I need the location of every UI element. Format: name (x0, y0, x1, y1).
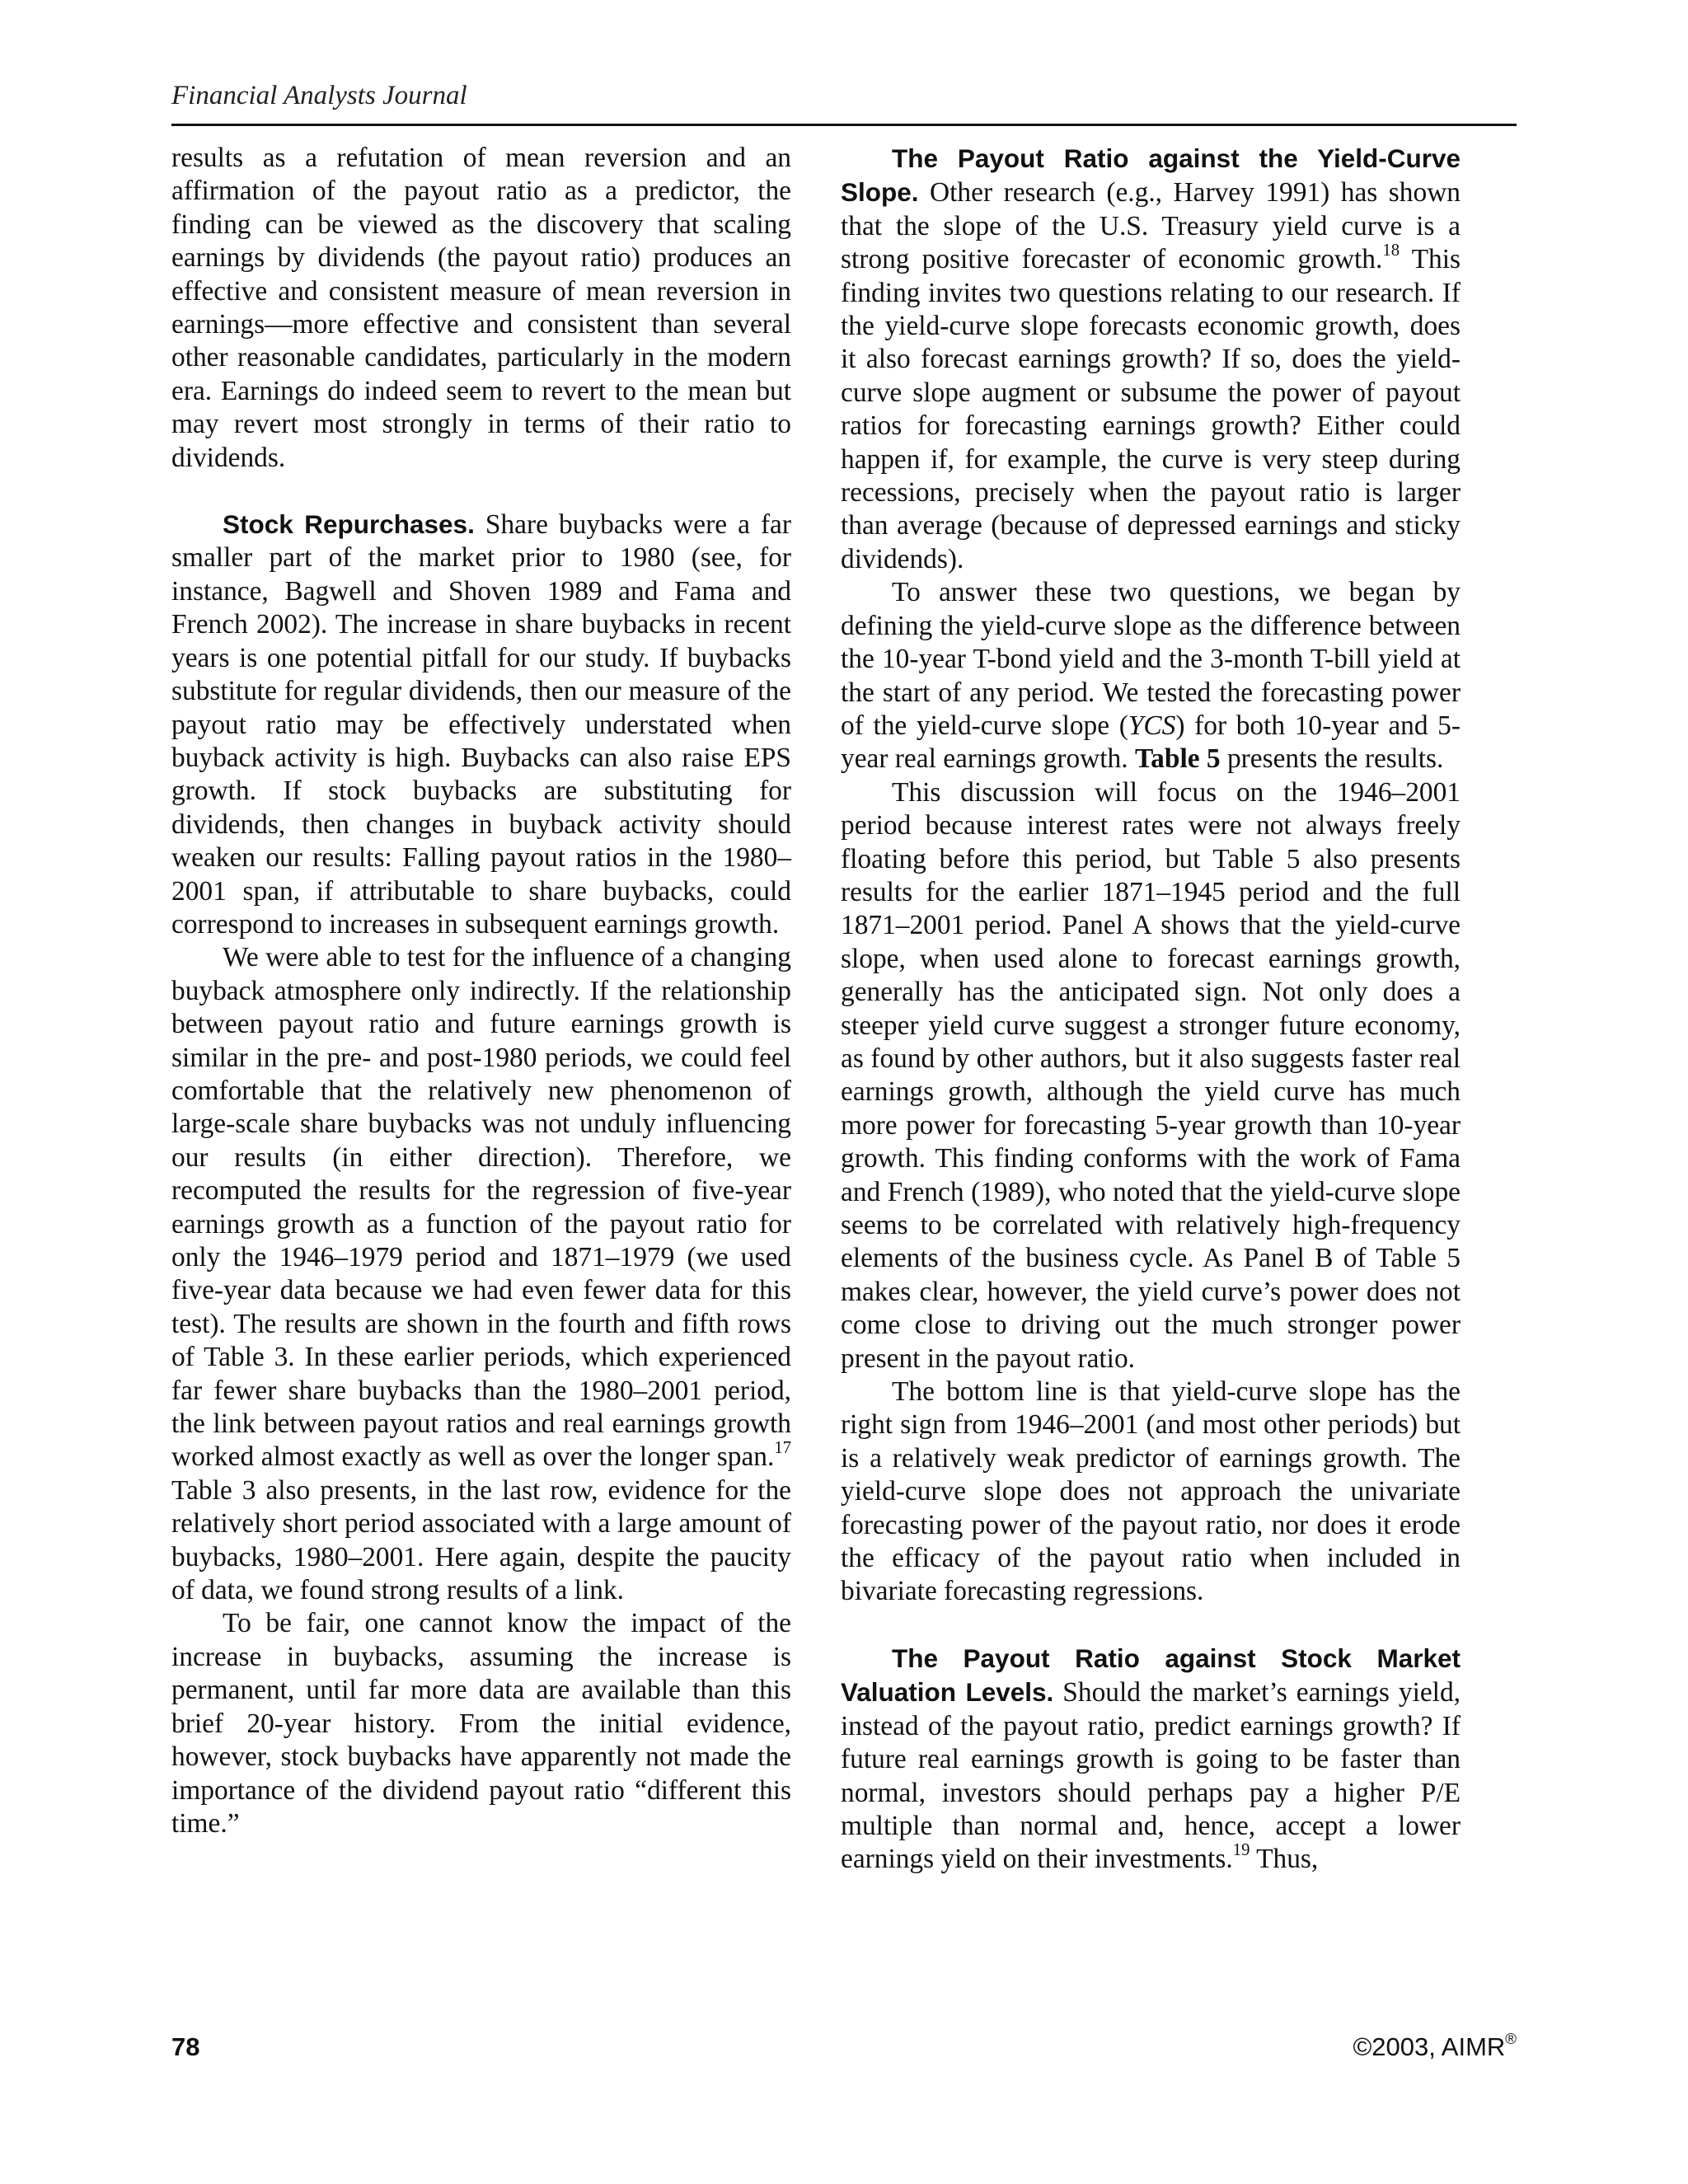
header-rule (171, 124, 1517, 126)
left-paragraph-2 (171, 508, 791, 941)
copyright (1353, 2029, 1517, 2062)
copyright-text: ©2003, AIMR (1353, 2032, 1506, 2061)
right-paragraph-1 (841, 142, 1461, 576)
running-header: Financial Analysts Journal (171, 81, 467, 110)
right-paragraph-1-text-b: This finding invites two questions relating to our research. If the yield-curve slope forecasts economic growth, does it also forecast earnings growth? If so, does the yield-curve slope augment or subsume the power of payout ratios for forecasting earnings growth? Either could happen if, for example, the curve is very steep during recessions, precisely when the payout ratio is larger than average (because of depressed earnings and sticky dividends). (841, 244, 1461, 574)
footnote-18: 18 (1382, 241, 1400, 260)
footnote-17: 17 (774, 1439, 791, 1458)
registered-mark: ® (1505, 2029, 1517, 2047)
right-paragraph-2 (841, 576, 1461, 776)
left-paragraph-3-text-a: We were able to test for the influence of a changing buyback atmosphere only indirectly. If the relationship between payout ratio and future earnings growth is similar in the pre- and post-1980 periods, we could feel comfortable that the relatively new phenomenon of large-scale share buybacks was not unduly influencing our results (in either direction). Therefore, we recomputed the results for the regression of five-year earnings growth as a function of the payout ratio for only the 1946–1979 period and 1871–1979 (we used five-year data because we had even fewer data for this test). The results are shown in the fourth and fifth rows of Table 3. In these earlier periods, which experienced far fewer share buybacks than the 1980–2001 period, the link between payout ratios and real earnings growth worked almost exactly as well as over the longer span. (171, 942, 791, 1473)
left-paragraph-3 (171, 941, 791, 1607)
right-paragraph-5-text-a: Should the market’s earnings yield, instead of the payout ratio, predict earnings growth? If future real earnings growth is going to be faster than normal, investors should perhaps pay a higher P/E multiple than normal and, hence, accept a lower earnings yield on their investments. (841, 1677, 1461, 1875)
right-column (841, 142, 1461, 1877)
right-paragraph-3: This discussion will focus on the 1946–2001 period because interest rates were not always freely floating before this period, but Table 5 also presents results for the earlier 1871–1945 period and the full 1871–2001 period. Panel A shows that the yield-curve slope, when used alone to forecast earnings growth, generally has the anticipated sign. Not only does a steeper yield curve suggest a stronger future economy, as found by other authors, but it also suggests faster real earnings growth, although the yield curve has much more power for forecasting 5-year growth than 10-year growth. This finding conforms with the work of Fama and French (1989), who noted that the yield-curve slope seems to be correlated with relatively high-frequency elements of the business cycle. As Panel B of Table 5 makes clear, however, the yield curve’s power does not come close to driving out the much stronger power present in the payout ratio. (841, 776, 1461, 1374)
right-paragraph-2-text-c: presents the results. (1220, 743, 1444, 775)
table-5-reference: Table 5 (1134, 743, 1221, 775)
left-paragraph-3-text-b: Table 3 also presents, in the last row, evidence for the relatively short period associated with a large amount of buybacks, 1980–2001. Here again, despite the paucity of data, we found strong results of a link. (171, 1474, 791, 1606)
page-number: 78 (171, 2032, 200, 2061)
right-paragraph-5-text-b: Thus, (1250, 1844, 1319, 1875)
right-paragraph-2-text-a: To answer these two questions, we began by defining the yield-curve slope as the difference between the 10-year T-bond yield and the 3-month T-bill yield at the start of any period. We tested the forecasting power of the yield-curve slope ( (841, 577, 1461, 741)
right-paragraph-1-text-a: Other research (e.g., Harvey 1991) has shown that the slope of the U.S. Treasury yield curve is a strong positive forecaster of economic growth. (841, 177, 1461, 275)
ycs-term: YCS (1128, 710, 1176, 741)
left-paragraph-4: To be fair, one cannot know the impact of the increase in buybacks, assuming the increase is permanent, until far more data are available than this brief 20-year history. From the initial evidence, however, stock buybacks have apparently not made the importance of the dividend payout ratio “different this time.” (171, 1608, 791, 1839)
right-paragraph-4: The bottom line is that yield-curve slope has the right sign from 1946–2001 (and most other periods) but is a relatively weak predictor of earnings growth. The yield-curve slope does not approach the univariate forecasting power of the payout ratio, nor does it erode the efficacy of the payout ratio when included in bivariate forecasting regressions. (841, 1376, 1461, 1607)
section-head-valuation-levels: The Payout Ratio against Stock Market Valuation Levels. (841, 1643, 1461, 1708)
right-paragraph-2-text-b: ) for both 10-year and 5-year real earnings growth. (841, 710, 1461, 775)
right-paragraph-5 (841, 1642, 1461, 1877)
left-column (171, 142, 791, 1840)
section-head-stock-repurchases: Stock Repurchases. (223, 509, 475, 540)
left-paragraph-1: results as a refutation of mean reversion and an affirmation of the payout ratio as a predictor, the finding can be viewed as the discovery that scaling earnings by dividends (the payout ratio) produces an effective and consistent measure of mean reversion in earnings—more effective and consistent than several other reasonable candidates, particularly in the modern era. Earnings do indeed seem to revert to the mean but may revert most strongly in terms of their ratio to dividends. (171, 143, 791, 473)
footnote-19: 19 (1232, 1841, 1250, 1860)
section-head-yield-curve: The Payout Ratio against the Yield-Curve Slope. (841, 143, 1461, 208)
left-paragraph-2-text: Share buybacks were a far smaller part of the market prior to 1980 (see, for instance, Bagwell and Shoven 1989 and Fama and French 2002). The increase in share buybacks in recent years is one potential pitfall for our study. If buybacks substitute for regular dividends, then our measure of the payout ratio may be effectively understated when buyback activity is high. Buybacks can also raise EPS growth. If stock buybacks are substituting for dividends, then changes in buyback activity should weaken our results: Falling payout ratios in the 1980–2001 span, if attributable to share buybacks, could correspond to increases in subsequent earnings growth. (171, 509, 791, 940)
